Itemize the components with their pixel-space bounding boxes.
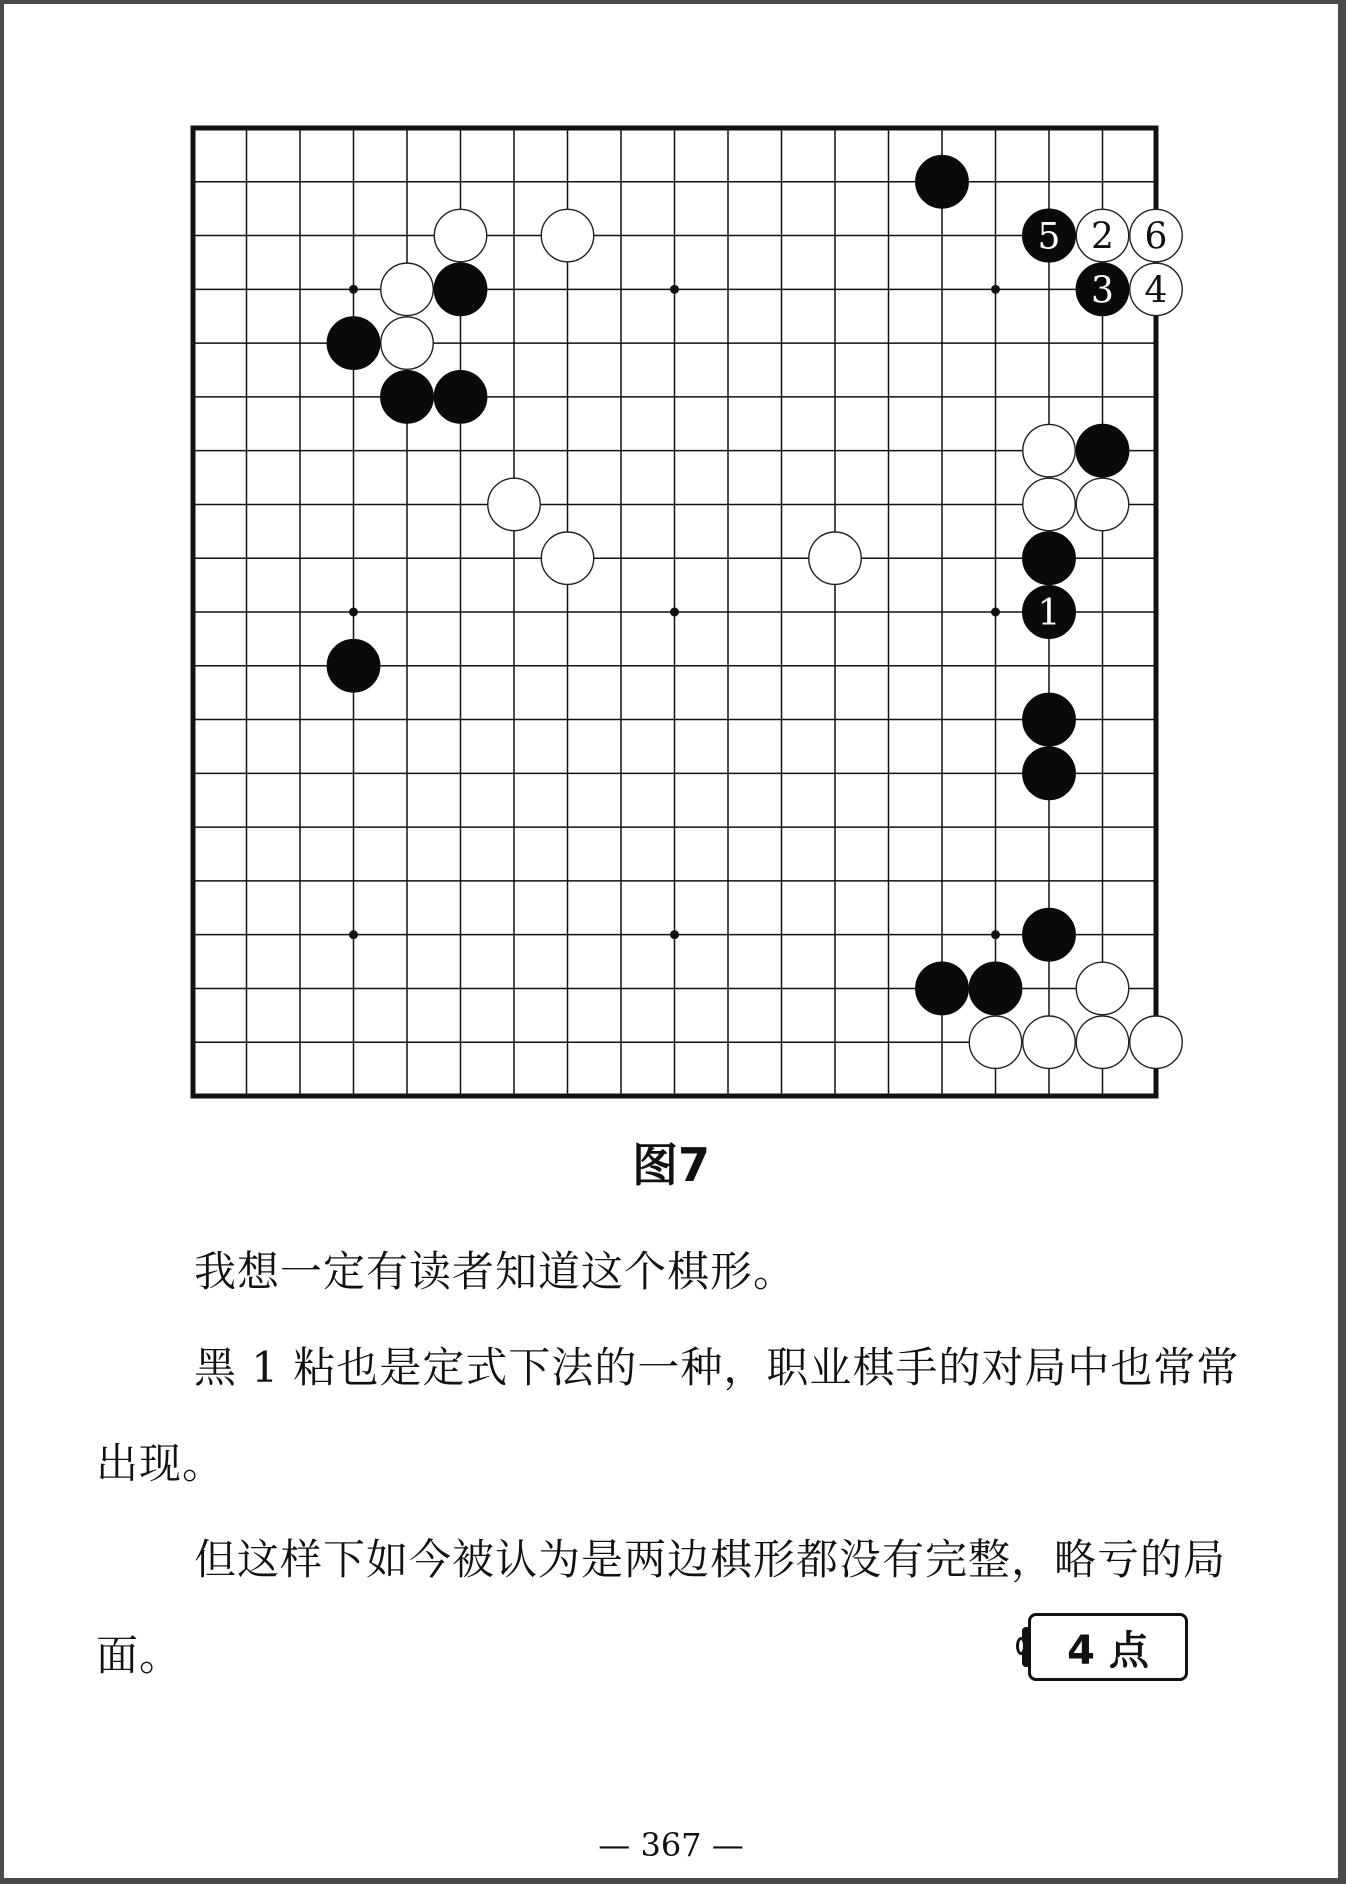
black-stone bbox=[381, 371, 433, 423]
page-number: — 367 — bbox=[598, 1826, 744, 1864]
tag-ring-icon bbox=[1016, 1637, 1026, 1655]
white-stone bbox=[381, 263, 433, 315]
star-point bbox=[349, 930, 358, 939]
star-point bbox=[349, 608, 358, 617]
star-point bbox=[991, 608, 1000, 617]
paragraph-3: 但这样下如今被认为是两边棋形都没有完整，略亏的局面。 bbox=[96, 1535, 1227, 1680]
white-stone bbox=[434, 209, 486, 261]
move-number-label: 6 bbox=[1144, 216, 1168, 258]
white-stone bbox=[1023, 478, 1075, 530]
points-label: 4 点 bbox=[1028, 1613, 1188, 1681]
black-stone bbox=[1023, 908, 1075, 960]
move-number-label: 3 bbox=[1091, 270, 1114, 312]
go-board-diagram bbox=[187, 122, 1168, 1102]
star-point bbox=[991, 285, 1000, 294]
black-stone bbox=[1023, 532, 1075, 584]
white-stone bbox=[381, 317, 433, 369]
white-stone bbox=[969, 1016, 1021, 1068]
black-stone bbox=[1023, 747, 1075, 799]
star-point bbox=[349, 285, 358, 294]
black-stone bbox=[327, 640, 379, 692]
black-stone bbox=[434, 263, 486, 315]
white-stone bbox=[541, 532, 593, 584]
black-stone bbox=[969, 962, 1021, 1014]
star-point bbox=[991, 930, 1000, 939]
white-stone bbox=[488, 478, 540, 530]
white-stone bbox=[1076, 962, 1128, 1014]
black-stone bbox=[1023, 693, 1075, 745]
move-number-label: 2 bbox=[1091, 216, 1114, 258]
black-stone bbox=[327, 317, 379, 369]
white-stone bbox=[541, 209, 593, 261]
white-stone bbox=[1023, 1016, 1075, 1068]
star-point bbox=[670, 285, 679, 294]
go-board-svg bbox=[187, 122, 1168, 1102]
move-number-label: 4 bbox=[1144, 270, 1168, 312]
white-stone bbox=[1076, 478, 1128, 530]
black-stone bbox=[434, 371, 486, 423]
move-number-label: 1 bbox=[1037, 593, 1061, 634]
black-stone bbox=[1076, 424, 1128, 476]
white-stone bbox=[809, 532, 861, 584]
paragraph-2: 黑 1 粘也是定式下法的一种，职业棋手的对局中也常常出现。 bbox=[96, 1343, 1240, 1488]
white-stone bbox=[1130, 1016, 1182, 1068]
star-point bbox=[670, 930, 679, 939]
move-number-label: 5 bbox=[1037, 216, 1061, 258]
star-point bbox=[670, 608, 679, 617]
white-stone bbox=[1023, 424, 1075, 476]
black-stone bbox=[916, 156, 968, 208]
book-page bbox=[4, 4, 1338, 1878]
paragraph-1: 我想一定有读者知道这个棋形。 bbox=[194, 1247, 797, 1296]
figure-caption: 图7 bbox=[631, 1138, 710, 1192]
black-stone bbox=[916, 962, 968, 1014]
white-stone bbox=[1076, 1016, 1128, 1068]
points-tag bbox=[1016, 1613, 1192, 1685]
